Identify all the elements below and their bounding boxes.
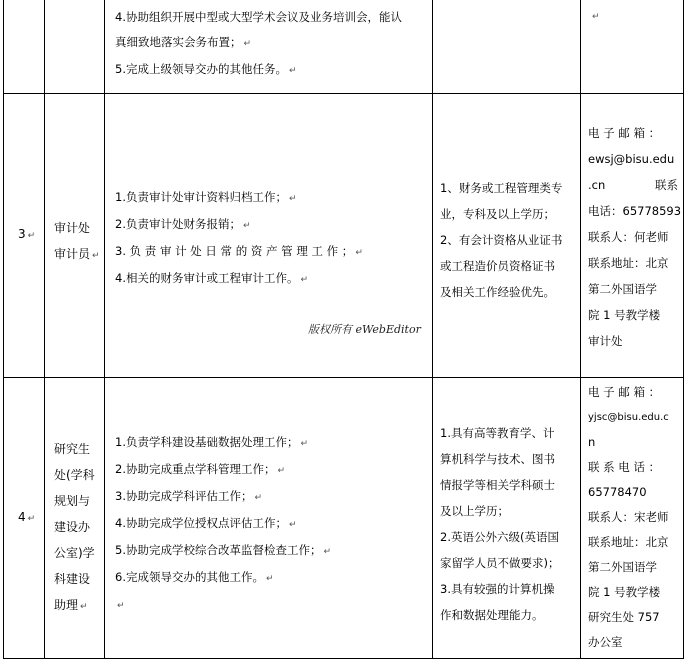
address-line: 办公室: [588, 635, 623, 649]
table-line: [3, 377, 683, 378]
table-line: [3, 658, 683, 659]
address-line: 联系地址：北京: [588, 535, 669, 549]
contact-person: 联系人：宋老师: [588, 510, 669, 524]
duty-line: 5.完成上级领导交办的其他任务。 ↵: [115, 62, 297, 76]
table-line: [104, 0, 105, 659]
email-value: n: [588, 435, 596, 449]
table-line: [44, 0, 45, 659]
address-line: 院 1 号教学楼: [588, 585, 661, 599]
address-line: 第二外国语学: [588, 560, 657, 574]
table-line: [432, 0, 433, 659]
editor-watermark: 版权所有 eWebEditor: [308, 323, 421, 336]
row4-duties: 1.负责学科建设基础数据处理工作； ↵ 2.协助完成重点学科管理工作； ↵ 3.协助完成学科评估工作； ↵ 4.协助完成学位授权点评估工作； ↵ 5.协助完成学校综合改革监督检查工作； ↵ 6.完成领导交办的其他工作。 ↵ ↵: [115, 435, 332, 611]
phone-label: 联 系 电 话 ：: [588, 460, 661, 474]
paragraph-mark: ↵: [592, 12, 600, 22]
table-line: [683, 0, 684, 659]
email-label: 电 子 邮 箱 ：: [588, 385, 661, 399]
phone-value: 电话：65778593: [588, 204, 682, 218]
email-phone-line: .cn 联系: [588, 178, 678, 192]
address-line: 研究生处 757: [588, 610, 660, 624]
address-line: 审计处: [588, 334, 623, 348]
row3-number: 3 ↵: [18, 227, 36, 241]
email-value: yjsc@bisu.edu.c: [588, 412, 669, 423]
prev-duties-cell: [115, 5, 430, 84]
email-label: 电 子 邮 箱 ：: [588, 126, 661, 140]
row3-contact: [588, 120, 682, 354]
duty-line: 4.协助组织开展中型或大型学术会议及业务培训会，能认: [115, 10, 402, 24]
address-line: 第二外国语学: [588, 282, 657, 296]
row3-duties: 1.负责审计处审计资料归档工作； ↵ 2.负责审计处财务报销； ↵ 3. 负 责 审 计 处 日 常 的 资 产 管 理 工 作 ； ↵ 4.相关的财务审计或工程审计工作。 ↵: [115, 190, 363, 285]
row3-position: 审计处 审计员 ↵: [54, 221, 100, 261]
table-line: [580, 0, 581, 659]
prev-contact-cell: [590, 8, 600, 22]
duty-line: 真细致地落实会务布置； ↵: [115, 35, 252, 49]
row4-position: 研究生 处(学科 规划与 建设办 公室)学 科建设 助理 ↵: [54, 442, 95, 612]
row4-requirements: 1.具有高等教育学、计 算机科学与技术、图书 情报学等相关学科硕士 及以上学历； 2.英语公外六级(英语国 家留学人员不做要求)； 3.具有较强的计算机操 作和数据处理能力。: [440, 426, 560, 622]
phone-value: 65778470: [588, 485, 647, 499]
email-value: ewsj@bisu.edu: [588, 152, 675, 166]
row4-contact: [588, 380, 680, 655]
contact-person: 联系人：何老师: [588, 230, 669, 244]
table-line: [3, 93, 683, 94]
address-line: 院 1 号教学楼: [588, 308, 661, 322]
row3-requirements: 1、财务或工程管理类专 业，专科及以上学历； 2、有会计资格从业证书 或工程造价员资格证书 及相关工作经验优先。: [440, 181, 563, 299]
address-line: 联系地址：北京: [588, 256, 669, 270]
row4-number: 4 ↵: [18, 510, 36, 524]
table-line: [3, 0, 4, 659]
